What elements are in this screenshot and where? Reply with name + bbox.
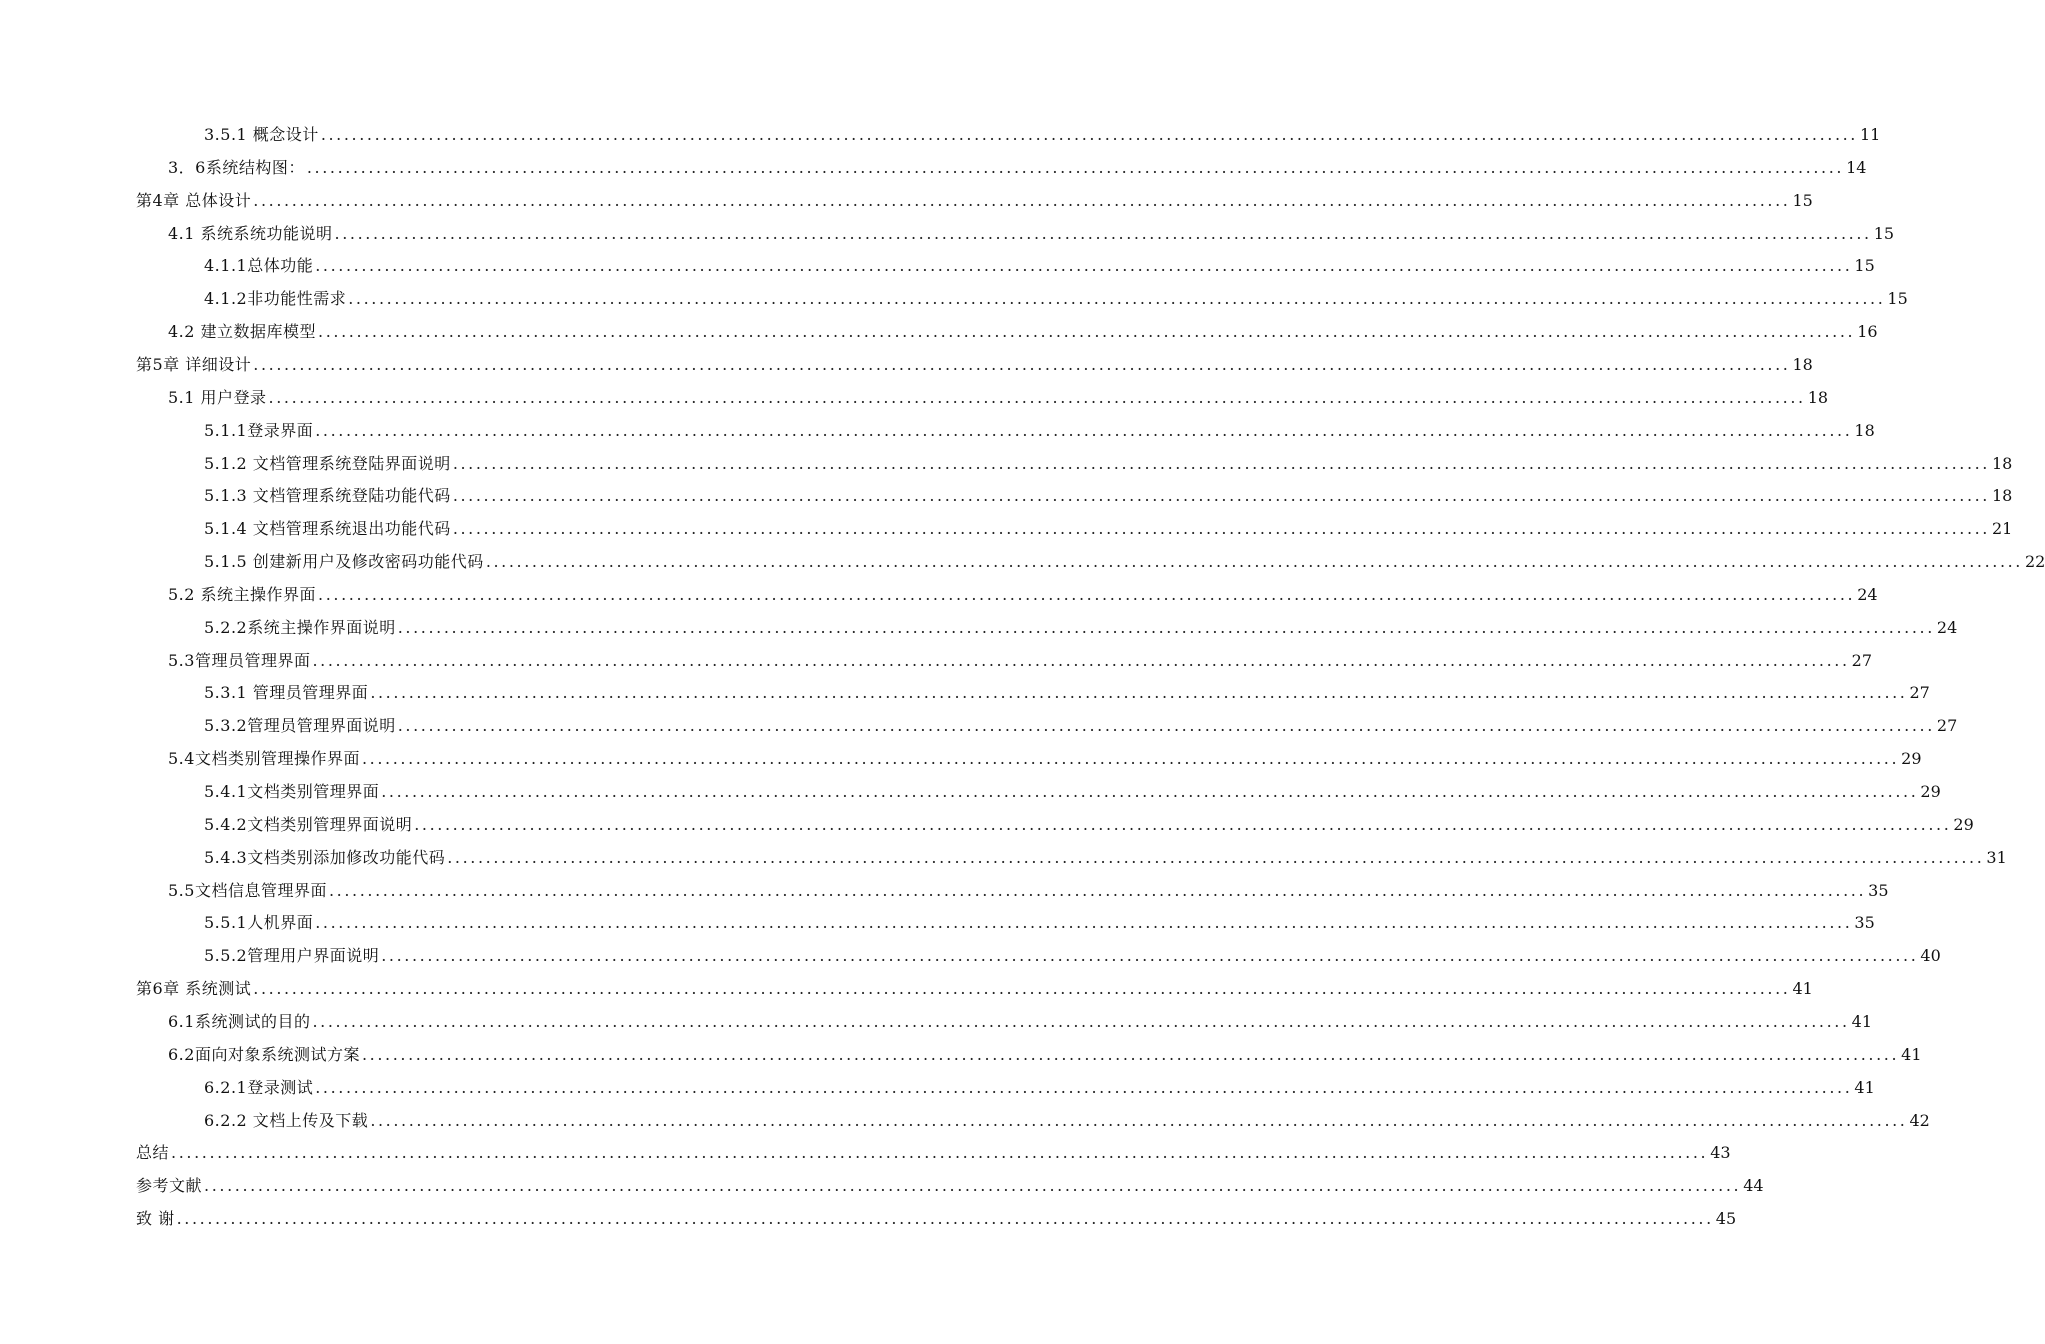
toc-dot-leader: ........................................................................................................................................................................................................ [312,1012,1850,1031]
toc-dot-leader: ........................................................................................................................................................................................................ [312,651,1850,670]
toc-entry-page-number: 24 [1857,585,1878,604]
toc-entry-title: 5.3管理员管理界面 [168,651,311,670]
toc-entry-page-number: 42 [1909,1111,1930,1130]
toc-dot-leader: ........................................................................................................................................................................................................ [320,125,1858,144]
toc-entry-page-number: 18 [1992,454,2013,473]
toc-entry-title: 5.4.3文档类别添加修改功能代码 [204,848,446,867]
toc-entry[interactable] [204,808,1974,841]
toc-entry-page-number: 29 [1953,815,1974,834]
toc-dot-leader: ........................................................................................................................................................................................................ [370,1111,1908,1130]
toc-entry-title: 5.1.1登录界面 [204,421,314,440]
toc-entry[interactable] [204,282,1908,315]
toc-entry-title: 第6章 系统测试 [136,979,252,998]
toc-entry-title: 5.1.5 创建新用户及修改密码功能代码 [204,552,484,571]
toc-entry-title: 5.4.1文档类别管理界面 [204,782,380,801]
toc-entry-title: 5.2.2系统主操作界面说明 [204,618,396,637]
toc-entry[interactable] [136,972,1813,1005]
toc-dot-leader: ........................................................................................................................................................................................................ [315,913,1853,932]
toc-entry-title: 5.3.2管理员管理界面说明 [204,716,396,735]
toc-entry[interactable] [204,414,1875,447]
toc-dot-leader: ........................................................................................................................................................................................................ [176,1209,1714,1228]
toc-entry-title: 5.5文档信息管理界面 [168,881,327,900]
toc-entry-page-number: 29 [1920,782,1941,801]
toc-entry-page-number: 16 [1857,322,1878,341]
toc-entry-title: 4.2 建立数据库模型 [168,322,317,341]
toc-entry-page-number: 41 [1792,979,1813,998]
toc-entry-title: 5.3.1 管理员管理界面 [204,683,369,702]
toc-entry-page-number: 15 [1887,289,1908,308]
toc-entry[interactable] [168,874,1889,907]
toc-dot-leader: ........................................................................................................................................................................................................ [268,388,1806,407]
toc-entry-title: 参考文献 [136,1176,203,1195]
toc-entry-title: 6.2.2 文档上传及下载 [204,1111,369,1130]
toc-entry[interactable] [168,644,1872,677]
toc-dot-leader: ........................................................................................................................................................................................................ [334,224,1872,243]
toc-entry[interactable] [204,676,1930,709]
toc-entry-page-number: 43 [1710,1143,1731,1162]
toc-entry-page-number: 27 [1851,651,1872,670]
toc-entry-page-number: 15 [1854,256,1875,275]
toc-entry-title: 致 谢 [136,1209,175,1228]
toc-entry-title: 5.4.2文档类别管理界面说明 [204,815,413,834]
toc-entry-title: 5.4文档类别管理操作界面 [168,749,360,768]
toc-dot-leader: ........................................................................................................................................................................................................ [204,1176,1742,1195]
toc-dot-leader: ........................................................................................................................................................................................................ [315,1078,1853,1097]
toc-entry[interactable] [136,348,1813,381]
toc-entry[interactable] [168,217,1895,250]
toc-dot-leader: ........................................................................................................................................................................................................ [397,716,1935,735]
toc-entry[interactable] [204,249,1875,282]
toc-entry-title: 3．6系统结构图： [168,158,305,177]
toc-dot-leader: ........................................................................................................................................................................................................ [447,848,1985,867]
toc-entry-title: 5.5.2管理用户界面说明 [204,946,380,965]
toc-entry-title: 3.5.1 概念设计 [204,125,319,144]
toc-dot-leader: ........................................................................................................................................................................................................ [414,815,1952,834]
toc-entry-page-number: 41 [1901,1045,1922,1064]
toc-entry[interactable] [204,611,1958,644]
toc-entry-page-number: 18 [1992,486,2013,505]
toc-entry[interactable] [204,118,1881,151]
toc-entry-page-number: 45 [1715,1209,1737,1228]
toc-entry-page-number: 41 [1854,1078,1875,1097]
toc-dot-leader: ........................................................................................................................................................................................................ [306,158,1845,177]
toc-entry-page-number: 18 [1854,421,1875,440]
toc-entry-title: 5.1.2 文档管理系统登陆界面说明 [204,454,451,473]
toc-entry-title: 4.1.2非功能性需求 [204,289,347,308]
toc-entry-title: 6.2.1登录测试 [204,1078,314,1097]
toc-entry-page-number: 27 [1909,683,1930,702]
toc-entry-title: 5.1 用户登录 [168,388,267,407]
toc-entry-page-number: 35 [1854,913,1875,932]
toc-entry[interactable] [136,1136,1731,1169]
toc-entry-page-number: 21 [1992,519,2013,538]
toc-dot-leader: ........................................................................................................................................................................................................ [397,618,1935,637]
toc-dot-leader: ........................................................................................................................................................................................................ [171,1143,1709,1162]
toc-entry[interactable] [204,545,2045,578]
toc-dot-leader: ........................................................................................................................................................................................................ [318,322,1856,341]
toc-entry-page-number: 15 [1873,224,1895,243]
toc-entry[interactable] [204,939,1941,972]
toc-entry-title: 第4章 总体设计 [136,191,252,210]
toc-entry-page-number: 40 [1920,946,1941,965]
toc-entry-title: 4.1 系统系统功能说明 [168,224,333,243]
toc-entry-title: 总结 [136,1143,170,1162]
toc-entry[interactable] [204,512,2013,545]
toc-entry[interactable] [168,151,1867,184]
toc-dot-leader: ........................................................................................................................................................................................................ [452,486,1990,505]
toc-entry[interactable] [204,775,1941,808]
toc-entry[interactable] [204,1104,1930,1137]
toc-entry[interactable] [204,709,1958,742]
toc-entry[interactable] [168,1038,1922,1071]
toc-entry[interactable] [204,1071,1875,1104]
toc-entry[interactable] [136,1202,1737,1235]
toc-entry-page-number: 29 [1901,749,1922,768]
toc-dot-leader: ........................................................................................................................................................................................................ [253,355,1791,374]
toc-entry[interactable] [204,479,2013,512]
toc-entry[interactable] [168,742,1922,775]
toc-dot-leader: ........................................................................................................................................................................................................ [315,421,1853,440]
toc-entry-title: 第5章 详细设计 [136,355,252,374]
toc-entry-title: 5.2 系统主操作界面 [168,585,317,604]
toc-entry-page-number: 18 [1792,355,1813,374]
toc-entry-title: 5.5.1人机界面 [204,913,314,932]
toc-dot-leader: ........................................................................................................................................................................................................ [328,881,1867,900]
toc-entry-page-number: 41 [1851,1012,1872,1031]
toc-entry-page-number: 24 [1936,618,1958,637]
toc-entry[interactable] [204,906,1875,939]
toc-dot-leader: ........................................................................................................................................................................................................ [485,552,2023,571]
toc-dot-leader: ........................................................................................................................................................................................................ [253,979,1791,998]
toc-entry[interactable] [136,184,1813,217]
toc-entry[interactable] [168,1005,1872,1038]
toc-entry-page-number: 11 [1860,125,1881,144]
toc-entry-title: 5.1.4 文档管理系统退出功能代码 [204,519,451,538]
toc-entry-page-number: 35 [1868,881,1889,900]
toc-dot-leader: ........................................................................................................................................................................................................ [370,683,1908,702]
toc-entry-page-number: 15 [1792,191,1813,210]
toc-entry-title: 6.2面向对象系统测试方案 [168,1045,360,1064]
toc-entry-title: 5.1.3 文档管理系统登陆功能代码 [204,486,451,505]
toc-dot-leader: ........................................................................................................................................................................................................ [361,749,1900,768]
toc-entry-page-number: 22 [2025,552,2045,571]
toc-entry-page-number: 44 [1743,1176,1764,1195]
toc-dot-leader: ........................................................................................................................................................................................................ [315,256,1853,275]
toc-entry[interactable] [204,841,2007,874]
toc-dot-leader: ........................................................................................................................................................................................................ [381,946,1919,965]
toc-entry-title: 4.1.1总体功能 [204,256,314,275]
toc-dot-leader: ........................................................................................................................................................................................................ [381,782,1919,801]
toc-dot-leader: ........................................................................................................................................................................................................ [452,454,1990,473]
toc-dot-leader: ........................................................................................................................................................................................................ [452,519,1990,538]
toc-entry[interactable] [168,578,1878,611]
toc-entry[interactable] [168,381,1829,414]
toc-dot-leader: ........................................................................................................................................................................................................ [348,289,1886,308]
toc-entry[interactable] [136,1169,1764,1202]
toc-entry-page-number: 27 [1936,716,1958,735]
toc-entry-title: 6.1系统测试的目的 [168,1012,311,1031]
toc-entry-page-number: 31 [1986,848,2007,867]
toc-dot-leader: ........................................................................................................................................................................................................ [318,585,1856,604]
toc-dot-leader: ........................................................................................................................................................................................................ [361,1045,1900,1064]
toc-entry[interactable] [168,315,1878,348]
toc-entry-page-number: 14 [1846,158,1867,177]
toc-entry[interactable] [204,447,2013,480]
toc-dot-leader: ........................................................................................................................................................................................................ [253,191,1791,210]
toc-entry-page-number: 18 [1807,388,1829,407]
